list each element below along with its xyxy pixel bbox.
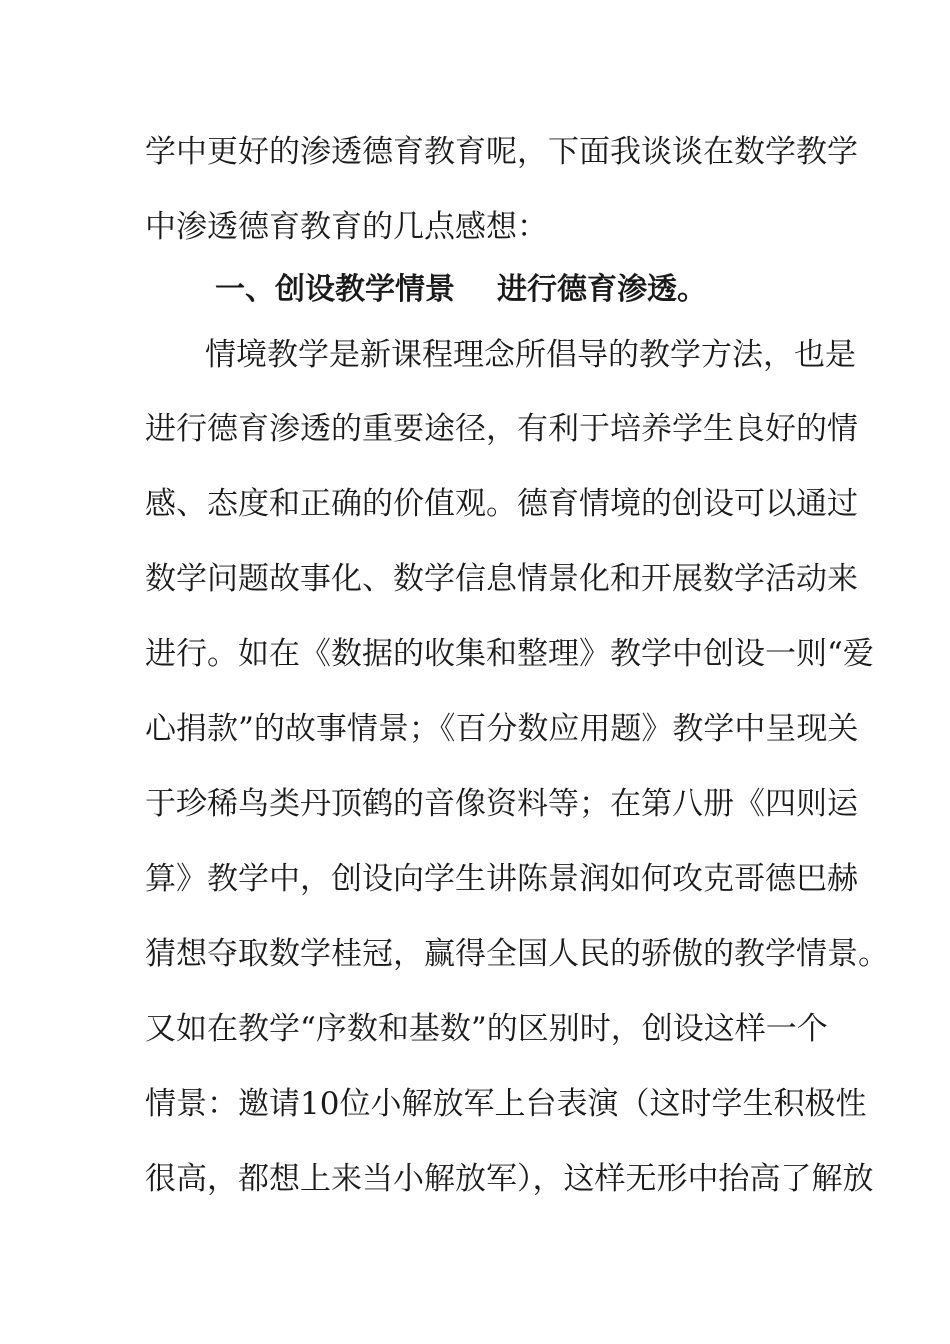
paragraph-line: 进行。如在《数据的收集和整理》教学中创设一则“爱 — [145, 636, 874, 672]
paragraph-line: 算》教学中，创设向学生讲陈景润如何攻克哥德巴赫 — [145, 861, 858, 897]
paragraph-line: 很高，都想上来当小解放军），这样无形中抬高了解放 — [145, 1161, 874, 1197]
paragraph-line: 数学问题故事化、数学信息情景化和开展数学活动来 — [145, 561, 858, 597]
paragraph-line: 情境教学是新课程理念所倡导的教学方法，也是 — [205, 337, 856, 373]
paragraph-line: 又如在教学“序数和基数”的区别时，创设这样一个 — [145, 1011, 828, 1047]
paragraph-line: 心捐款”的故事情景；《百分数应用题》教学中呈现关 — [145, 711, 859, 747]
paragraph-line: 中渗透德育教育的几点感想： — [145, 209, 548, 245]
paragraph-line: 感、态度和正确的价值观。德育情境的创设可以通过 — [145, 486, 858, 522]
section-heading — [215, 270, 895, 310]
paragraph-line: 猜想夺取数学桂冠，赢得全国人民的骄傲的教学情景。 — [145, 936, 889, 972]
paragraph-line: 学中更好的渗透德育教育呢，下面我谈谈在数学教学 — [145, 134, 858, 170]
paragraph-line: 进行德育渗透的重要途径，有利于培养学生良好的情 — [145, 411, 858, 447]
paragraph-line: 情景：邀请10位小解放军上台表演（这时学生积极性 — [145, 1086, 867, 1122]
heading-part-2: 进行德育渗透。 — [497, 272, 707, 307]
paragraph-line: 于珍稀鸟类丹顶鹤的音像资料等；在第八册《四则运 — [145, 786, 858, 822]
heading-part-1: 一、创设教学情景 — [215, 272, 455, 307]
